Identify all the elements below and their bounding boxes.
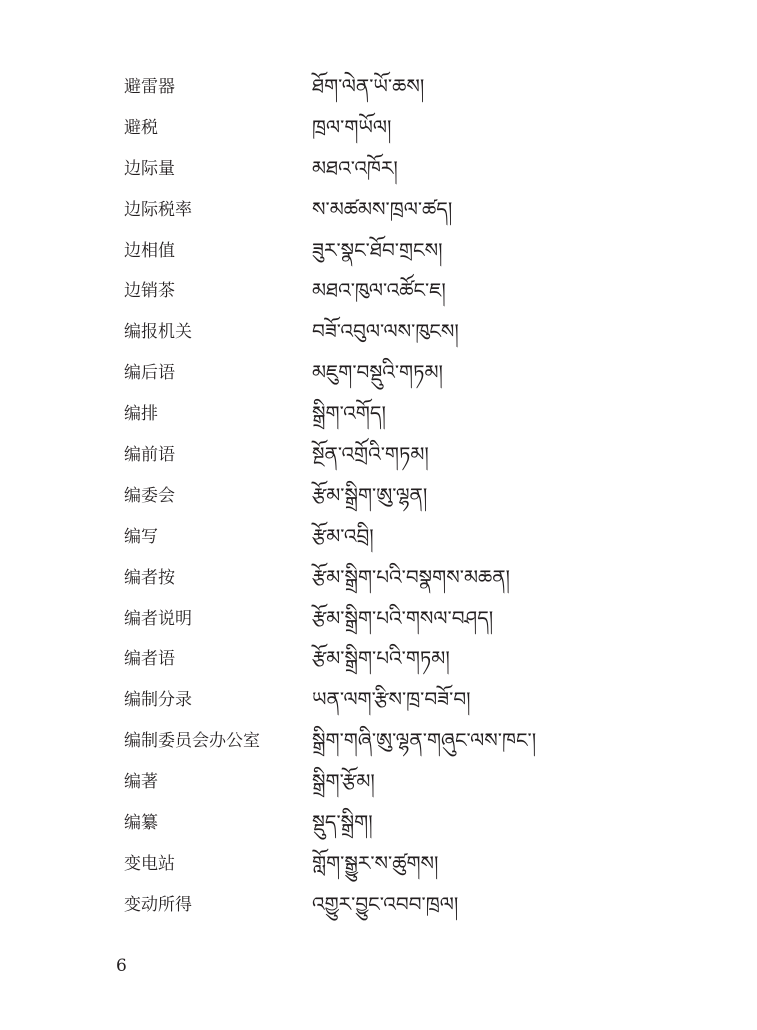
glossary-entry [0,68,757,109]
tibetan-translation: རྩོམ་སྒྲིག་པའི་གསལ་བཤད། [312,605,494,630]
tibetan-translation: མཇུག་བསྡུའི་གཏམ། [312,360,443,385]
glossary-entry [0,640,757,681]
chinese-term: 编制分录 [124,690,192,711]
glossary-entry [0,150,757,191]
glossary-entry [0,436,757,477]
tibetan-translation: ས་མཚམས་ཁྲལ་ཚད། [312,196,453,221]
chinese-term: 编制委员会办公室 [124,731,260,752]
tibetan-translation: བཟོ་འབུལ་ལས་ཁུངས། [312,319,459,344]
chinese-term: 编委会 [124,485,175,506]
chinese-term: 编后语 [124,363,175,384]
page-number: 6 [116,956,127,976]
chinese-term: 边销茶 [124,281,175,302]
tibetan-translation: སྡུད་སྒྲིག། [312,810,373,835]
tibetan-translation: སྒྲིག་འགོད། [312,401,386,426]
glossary-list [0,68,757,927]
chinese-term: 编者说明 [124,608,192,629]
chinese-term: 避雷器 [124,77,175,97]
tibetan-translation: གློག་སྒྱུར་ས་ཚུགས། [312,850,439,875]
glossary-entry [0,313,757,354]
chinese-term: 变动所得 [124,894,192,915]
glossary-entry [0,681,757,722]
tibetan-translation: རྩོམ་སྒྲིག་པའི་གཏམ། [312,646,450,671]
tibetan-translation: རྩོམ་སྒྲིག་པའི་བསྣགས་མཆན། [312,564,510,589]
chinese-term: 边际税率 [124,199,192,220]
glossary-entry [0,109,757,150]
glossary-entry [0,845,757,886]
tibetan-translation: ཁྲལ་གཡོལ། [312,114,392,139]
chinese-term: 避税 [124,117,158,138]
chinese-term: 编前语 [124,445,175,466]
glossary-entry [0,886,757,927]
chinese-term: 边相值 [124,240,175,261]
tibetan-translation: སྔོན་འགྲོའི་གཏམ། [312,442,429,467]
glossary-entry [0,232,757,273]
chinese-term: 编著 [124,772,158,793]
tibetan-translation: ཐོག་ལེན་ཡོ་ཆས། [312,74,425,98]
tibetan-translation: ཡན་ལག་རྩིས་ཁྲ་བཟོ་བ། [312,687,471,712]
chinese-term: 编写 [124,526,158,547]
chinese-term: 编报机关 [124,322,192,343]
glossary-entry [0,518,757,559]
chinese-term: 编者按 [124,567,175,588]
tibetan-translation: སྒྲིག་རྩོམ། [312,769,375,794]
chinese-term: 边际量 [124,158,175,179]
glossary-entry [0,477,757,518]
glossary-entry [0,559,757,600]
glossary-entry [0,354,757,395]
glossary-entry [0,272,757,313]
tibetan-translation: སྒྲིག་གཞི་ཨུ་ལྷན་གཞུང་ལས་ཁང་། [312,728,537,753]
chinese-term: 编排 [124,404,158,425]
chinese-term: 变电站 [124,853,175,874]
glossary-entry [0,395,757,436]
chinese-term: 编者语 [124,649,175,670]
tibetan-translation: རྩོམ་སྒྲིག་ཨུ་ལྷན། [312,482,428,507]
glossary-entry [0,191,757,232]
glossary-entry [0,804,757,845]
tibetan-translation: ཟུར་སྣང་ཐོབ་གྲངས། [312,237,443,262]
glossary-entry [0,763,757,804]
glossary-entry [0,600,757,641]
tibetan-translation: མཐའ་ཁུལ་འཚོང་ཇ། [312,278,446,303]
tibetan-translation: རྩོམ་འབྲི། [312,523,374,548]
tibetan-translation: འགྱུར་བྱུང་འབབ་ཁྲལ། [312,891,459,916]
tibetan-translation: མཐའ་འཁོར། [312,155,398,180]
glossary-entry [0,722,757,763]
chinese-term: 编纂 [124,813,158,834]
